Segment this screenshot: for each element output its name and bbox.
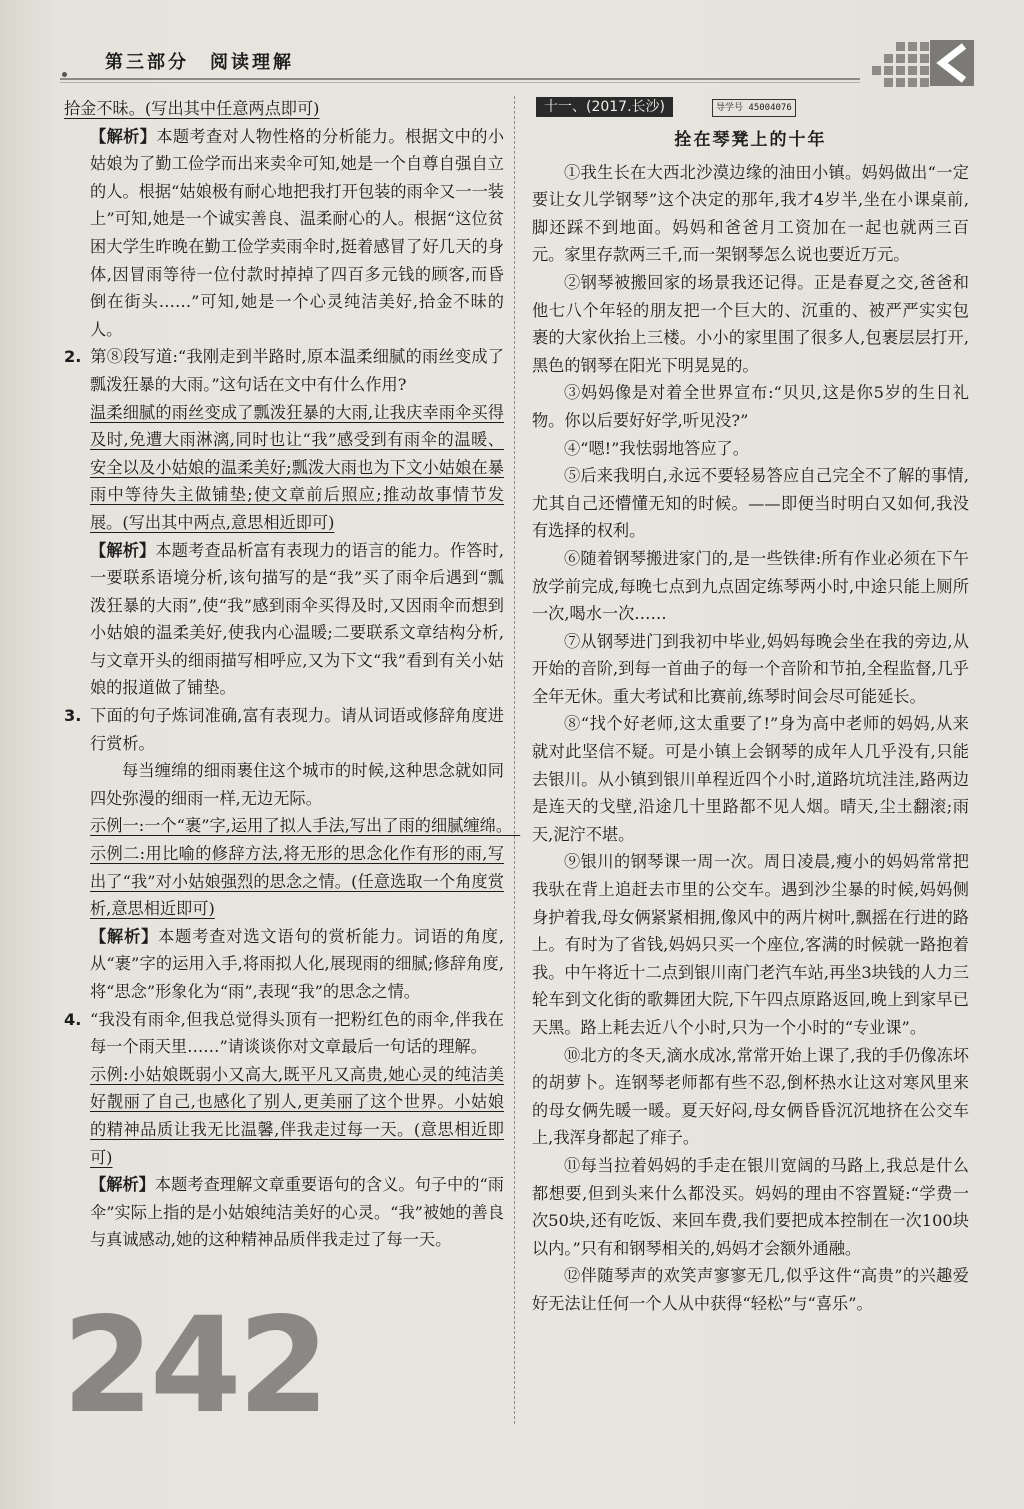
analysis-tag: 【解析】 — [90, 126, 157, 146]
question-4: 4. “我没有雨伞,但我总觉得头顶有一把粉红色的雨伞,伴我在每一个雨天里……”请谈谈你对文章最后一句话的理解。 — [64, 1009, 504, 1057]
article-body — [532, 159, 969, 1318]
analysis-2: 本题考查品析富有表现力的语言的能力。作答时,一要联系语境分析,该句描写的是“我”买了雨伞后遇到“瓢泼狂暴的大雨”,使“我”感到雨伞买得及时,又因雨伞而想到小姑娘的温柔美好,使我内心温暖;二要联系文章结构分析,与文章开头的细雨描写相呼应,又为下文“我”看到有关小姑娘的报道做了铺垫。 — [90, 540, 504, 698]
article-paragraph: ③妈妈像是对着全世界宣布:“贝贝,这是你5岁的生日礼物。你以后要好好学,听见没?” — [532, 383, 969, 430]
section-code: 导学号 45004076 — [712, 99, 796, 117]
article-paragraph: ⑦从钢琴进门到我初中毕业,妈妈每晚会坐在我的旁边,从开始的音阶,到每一首曲子的每一个音阶和节拍,全程监督,几乎全年无休。重大考试和比赛前,练琴时间会尽可能延长。 — [532, 631, 969, 706]
question-2: 2. 第⑧段写道:“我刚走到半路时,原本温柔细腻的雨丝变成了瓢泼狂暴的大雨。”这句话在文中有什么作用? — [64, 347, 504, 394]
section-bar — [532, 95, 969, 121]
article-paragraph: ②钢琴被搬回家的场景我还记得。正是春夏之交,爸爸和他七八个年轻的朋友把一个巨大的、沉重的、被严严实实包裹的大家伙抬上三楼。小小的家里围了很多人,包裹层层打开,黑色的钢琴在阳光下明晃晃的。 — [532, 272, 969, 375]
column-divider — [514, 96, 515, 1424]
answer-3: 示例一:一个“裹”字,运用了拟人手法,写出了雨的细腻缠绵。 示例二:用比喻的修辞方法,将无形的思念化作有形的雨,写出了“我”对小姑娘强烈的思念之情。(任意选取一个角度赏析,意思相近即可) — [90, 816, 521, 919]
question-3: 3. 下面的句子炼词准确,富有表现力。请从词语或修辞角度进行赏析。 — [64, 706, 504, 753]
left-column: 拾金不昧。(写出其中任意两点即可) 【解析】本题考查对人物性格的分析能力。根据文中的小姑娘为了勤工俭学而出来卖伞可知,她是一个自尊自强自立的人。根据“姑娘极有耐心地把我打开包装的雨伞又一一装上”可知,她是一个诚实善良、温柔耐心的人。根据“这位贫困大学生昨晚在勤工俭学卖雨伞时,挺着感冒了好几天的身体,因冒雨等待一位付款时掉掉了四百多元钱的顾客,而昏倒在街头……”可知,她是一个心灵纯洁美好,拾金不昧的人。 2. 第⑧段写道:“我刚走到半路时,原本温柔细腻的雨丝变成了瓢泼狂暴的大雨。”这句话在文中有什么作用? 温柔细腻的雨丝变成了瓢泼狂暴的大雨,让我庆幸雨伞买得及时,免遭大雨淋漓,同时也让“我”感受到有雨伞的温暖、安全以及小姑娘的温柔美好;瓢泼大雨也为下文小姑娘在暴雨中等待失主做铺垫;使文章前后照应;推动故事情节发展。(写出其中两点,意思相近即可) 【解析】本题考查品析富有表现力的语言的能力。作答时,一要联系语境分析,该句描写的是“我”买了雨伞后遇到“瓢泼狂暴的大雨”,使“我”感到雨伞买得及时,又因雨伞而想到小姑娘的温柔美好,使我内心温暖;二要联系文章结构分析,与文章开头的细雨描写相呼应,又为下文“我”看到有关小姑娘的报道做了铺垫。 3. 下面的句子炼词准确,富有表现力。请从词语或修辞角度进行赏析。 每当缠绵的细雨裹住这个城市的时候,这种思念就如同四处弥漫的细雨一样,无边无际。 示例一:一个“裹”字,运用了拟人手法,写出了雨的细腻缠绵。 示例二:用比喻的修辞方法,将无形的思念化作有形的雨,写出了“我”对小姑娘强烈的思念之情。(任意选取一个角度赏析,意思相近即可) 【解析】本题考查对选文语句的赏析能力。词语的角度,从“裹”字的运用入手,将雨拟人化,展现雨的细腻;修辞角度,将“思念”形象化为“雨”,表现“我”的思念之情。 4. “我没有雨伞,但我总觉得头顶有一把粉红色的雨伞,伴我在每一个雨天里……”请谈谈你对文章最后一句话的理解。 示例:小姑娘既弱小又高大,既平凡又高贵,她心灵的纯洁美好靓丽了自己,也感化了别人,更美丽了这个世界。小姑娘的精神品质让我无比温馨,伴我走过每一天。(意思相近即可) 【解析】本题考查理解文章重要语句的含义。句子中的“雨伞”实际上指的是小姑娘纯洁美好的心灵。“我”被她的善良与真诚感动,她的这种精神品质伴我走过了每一天。 — [64, 99, 521, 1250]
header-rule-thin — [60, 82, 860, 83]
quote-3: 每当缠绵的细雨裹住这个城市的时候,这种思念就如同四处弥漫的细雨一样,无边无际。 — [90, 761, 504, 808]
answer-1-tail: 拾金不昧。(写出其中任意两点即可) — [64, 99, 320, 118]
answer-2: 温柔细腻的雨丝变成了瓢泼狂暴的大雨,让我庆幸雨伞买得及时,免遭大雨淋漓,同时也让“我”感受到有雨伞的温暖、安全以及小姑娘的温柔美好;瓢泼大雨也为下文小姑娘在暴雨中等待失主做铺垫;使文章前后照应;推动故事情节发展。(写出其中两点,意思相近即可) — [90, 402, 504, 532]
right-column — [532, 95, 969, 1318]
answer-4: 示例:小姑娘既弱小又高大,既平凡又高贵,她心灵的纯洁美好靓丽了自己,也感化了别人,更美丽了这个世界。小姑娘的精神品质让我无比温馨,伴我走过每一天。(意思相近即可) — [90, 1064, 504, 1167]
analysis-3: 本题考查对选文语句的赏析能力。词语的角度,从“裹”字的运用入手,将雨拟人化,展现雨的细腻;修辞角度,将“思念”形象化为“雨”,表现“我”的思念之情。 — [90, 926, 504, 1001]
article-paragraph: ⑫伴随琴声的欢笑声寥寥无几,似乎这件“高贵”的兴趣爱好无法让任何一个人从中获得“轻松”与“喜乐”。 — [532, 1266, 969, 1313]
section-label: 十一、(2017.长沙) — [536, 97, 673, 117]
header-decoration — [868, 38, 973, 88]
article-paragraph: ①我生长在大西北沙漠边缘的油田小镇。妈妈做出“一定要让女儿学钢琴”这个决定的那年,我才4岁半,坐在小课桌前,脚还踩不到地面。妈妈和爸爸月工资加在一起也就两三百元。家里存款两三千,而一架钢琴怎么说也要近万元。 — [532, 162, 969, 265]
header-rule — [60, 78, 860, 80]
article-paragraph: ⑪每当拉着妈妈的手走在银川宽阔的马路上,我总是什么都想要,但到头来什么都没买。妈妈的理由不容置疑:“学费一次50块,还有吃饭、来回车费,我们要把成本控制在一次100块以内。”只有和钢琴相关的,妈妈才会额外通融。 — [532, 1155, 969, 1258]
chevron-left-icon — [930, 40, 974, 86]
article-title: 拴在琴凳上的十年 — [674, 130, 827, 150]
article-paragraph: ⑤后来我明白,永远不要轻易答应自己完全不了解的事情,尤其自己还懵懂无知的时候。——即便当时明白又如何,我没有选择的权利。 — [532, 466, 969, 541]
article-paragraph: ⑧“找个好老师,这太重要了!”身为高中老师的妈妈,从来就对此坚信不疑。可是小镇上会钢琴的成年人几乎没有,只能去银川。从小镇到银川单程近四个小时,道路坑坑洼洼,路两边是连天的戈壁,沿途几十里路都不见人烟。晴天,尘土翻滚;雨天,泥泞不堪。 — [532, 714, 969, 844]
article-paragraph: ⑨银川的钢琴课一周一次。周日凌晨,瘦小的妈妈常常把我驮在背上追赶去市里的公交车。遇到沙尘暴的时候,妈妈侧身护着我,母女俩紧紧相拥,像风中的两片树叶,飘摇在行进的路上。有时为了省钱,妈妈只买一个座位,客满的时候就一路抱着我。中午将近十二点到银川南门老汽车站,再坐3块钱的人力三轮车到文化街的歌舞团大院,下午四点原路返回,晚上到家早已天黑。路上耗去近八个小时,只为一个小时的“专业课”。 — [532, 852, 969, 1037]
analysis-4: 本题考查理解文章重要语句的含义。句子中的“雨伞”实际上指的是小姑娘纯洁美好的心灵。“我”被她的善良与真诚感动,她的这种精神品质伴我走过了每一天。 — [90, 1175, 504, 1250]
article-paragraph: ⑩北方的冬天,滴水成冰,常常开始上课了,我的手仍像冻坏的胡萝卜。连钢琴老师都有些不忍,倒杯热水让这对寒风里来的母女俩先暖一暖。夏天好闷,母女俩昏昏沉沉地挤在公交车上,我浑身都起了痱子。 — [532, 1045, 969, 1148]
page-header — [60, 38, 970, 88]
page-number: 242 — [62, 1289, 326, 1443]
analysis-1: 本题考查对人物性格的分析能力。根据文中的小姑娘为了勤工俭学而出来卖伞可知,她是一个自尊自强自立的人。根据“姑娘极有耐心地把我打开包装的雨伞又一一装上”可知,她是一个诚实善良、温柔耐心的人。根据“这位贫困大学生昨晚在勤工俭学卖雨伞时,挺着感冒了好几天的身体,因冒雨等待一位付款时掉掉了四百多元钱的顾客,而昏倒在街头……”可知,她是一个心灵纯洁美好,拾金不昧的人。 — [90, 126, 505, 339]
header-title: 第三部分 阅读理解 — [105, 52, 294, 73]
article-paragraph: ⑥随着钢琴搬进家门的,是一些铁律:所有作业必须在下午放学前完成,每晚七点到九点固定练琴两小时,中途只能上厕所一次,喝水一次…… — [532, 548, 969, 624]
article-paragraph: ④“嗯!”我怯弱地答应了。 — [564, 438, 749, 458]
